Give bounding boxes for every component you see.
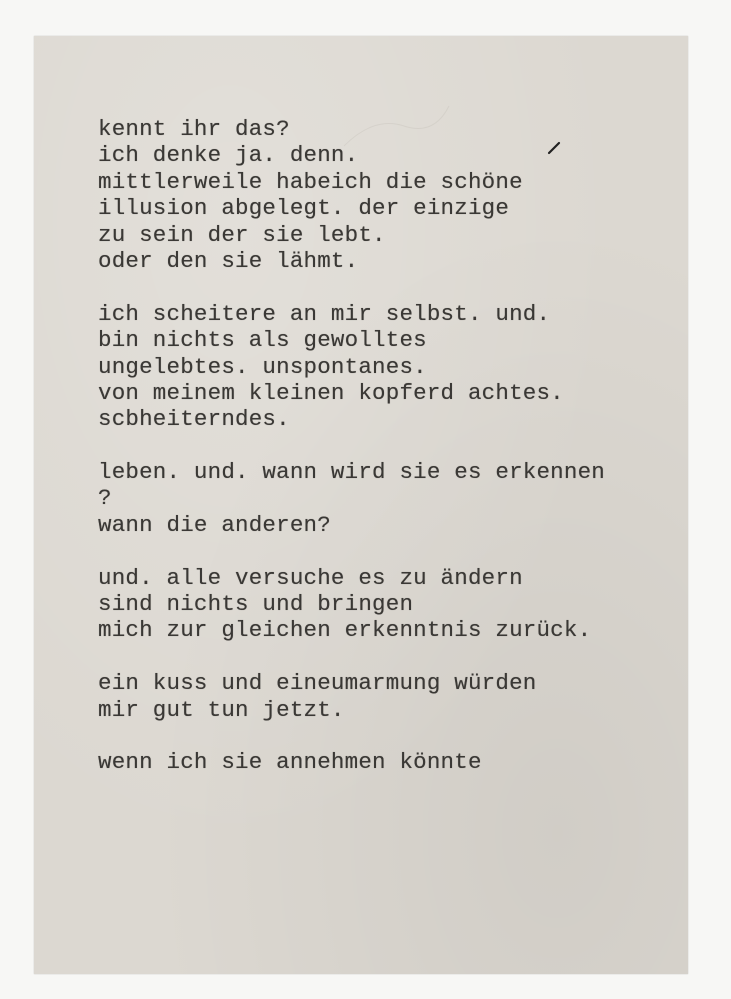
poem-line: oder den sie lähmt. (98, 247, 359, 274)
poem-text (98, 116, 688, 776)
poem-line: ? (98, 485, 112, 512)
poem-line: mich zur gleichen erkenntnis zurück. (98, 617, 592, 644)
poem-line: mir gut tun jetzt. (98, 696, 345, 723)
poem-line: ein kuss und eineumarmung würden (98, 670, 537, 697)
poem-line: scbheiterndes. (98, 406, 290, 433)
poem-line: kennt ihr das? (98, 116, 290, 142)
poem-line: und. alle versuche es zu ändern (98, 564, 523, 591)
stanza-gap (98, 274, 688, 300)
stanza-gap (98, 538, 688, 564)
poem-line: ungelebtes. unspontanes. (98, 353, 427, 380)
poem-line: wann die anderen? (98, 511, 331, 538)
poem-line: zu sein der sie lebt. (98, 221, 386, 248)
poem-line: ich denke ja. denn. (98, 142, 359, 169)
poem-line: von meinem kleinen kopferd achtes. (98, 379, 564, 406)
poem-line: sind nichts und bringen (98, 591, 414, 618)
poem-line: bin nichts als gewolltes (98, 327, 427, 354)
stanza-gap (98, 723, 688, 749)
stanza-gap (98, 644, 688, 670)
poem-line: mittlerweile habeich die schöne (98, 168, 523, 195)
typewritten-page (34, 36, 688, 974)
poem-line: leben. und. wann wird sie es erkennen (98, 459, 605, 486)
poem-line: illusion abgelegt. der einzige (98, 195, 510, 222)
stanza-gap (98, 433, 688, 459)
poem-line: ich scheitere an mir selbst. und. (98, 300, 551, 327)
poem-line: wenn ich sie annehmen könnte (98, 749, 482, 776)
